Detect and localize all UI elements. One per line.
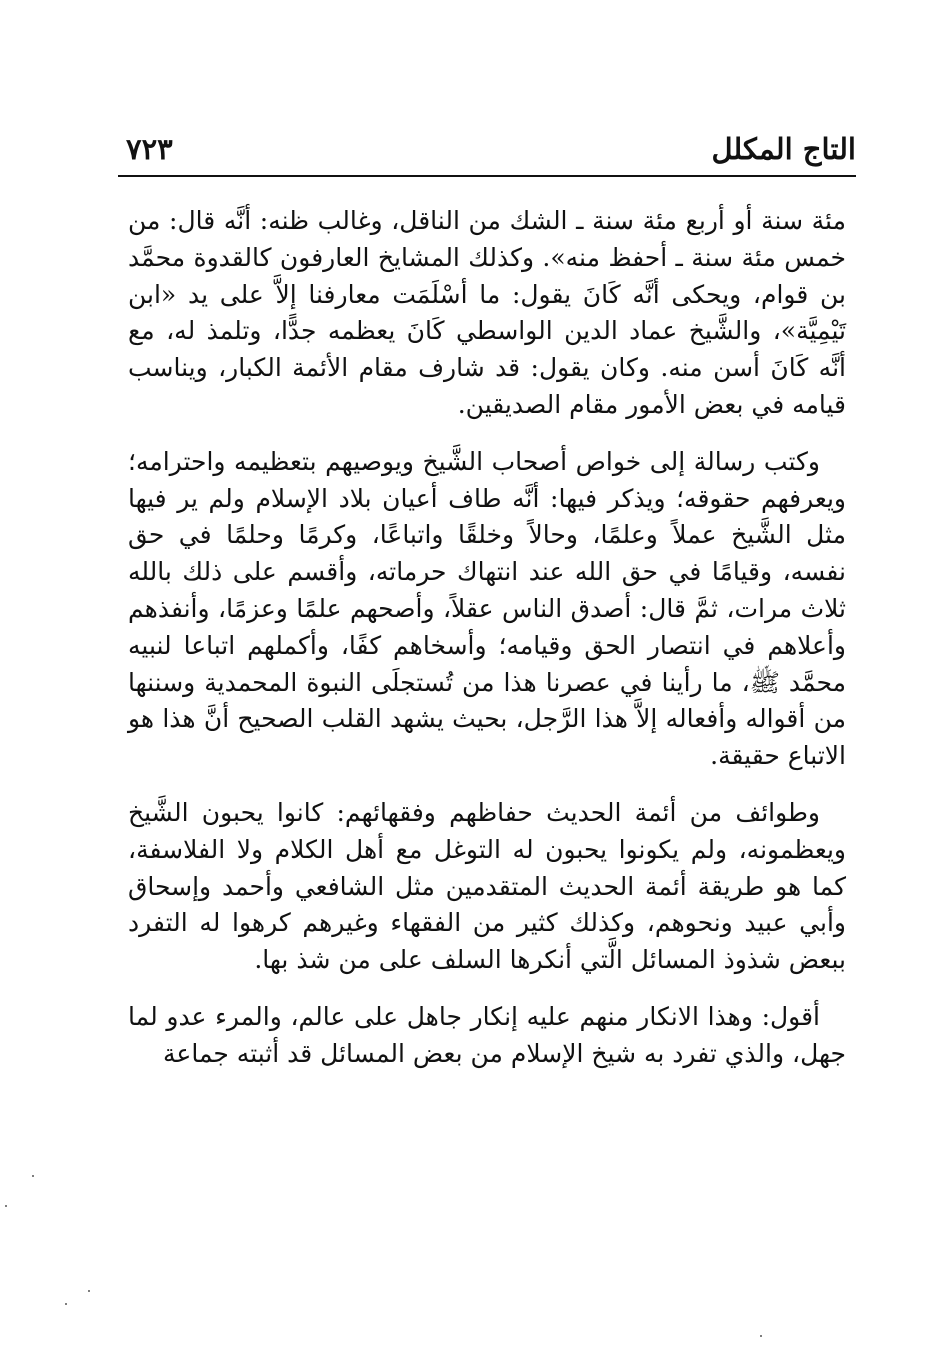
scan-speck [5, 1205, 7, 1207]
page-number: ٧٢٣ [126, 132, 173, 166]
scan-speck [760, 1335, 762, 1337]
scan-speck [88, 1290, 90, 1292]
paragraph-1: مئة سنة أو أربع مئة سنة ـ الشك من الناقل، وغالب ظنه: أنَّه قال: من خمس مئة سنة ـ أحفظ منه». وكذلك المشايخ العارفون كالقدوة محمَّد بن قوام، ويحكى أنَّه كَانَ يقول: ما أسْلَمَت معارفنا إلاَّ على يد «ابن تَيْمِيَّة»، والشَّيخ عماد الدين الواسطي كَانَ يعظمه جدًّا، وتلمذ له، مع أنَّه كَانَ أسن منه. وكان يقول: قد شارف مقام الأئمة الكبار، ويناسب قيامه في بعض الأمور مقام الصديقين. [128, 206, 846, 419]
book-title: التاج المكلل [711, 132, 856, 166]
paragraph-2: وكتب رسالة إلى خواص أصحاب الشَّيخ ويوصيهم بتعظيمه واحترامه؛ ويعرفهم حقوقه؛ ويذكر فيها: أنَّه طاف أعيان بلاد الإسلام ولم ير فيها مثل الشَّيخ عملاً وعلمًا، وحالاً وخلقًا واتباعًا، وكرمًا وحلمًا في حق نفسه، وقيامًا في حق الله عند انتهاك حرماته، وأقسم على ذلك بالله ثلاث مرات، ثمَّ قال: أصدق الناس عقلاً، وأصحهم علمًا وعزمًا، وأنفذهم وأعلاهم في انتصار الحق وقيامه؛ وأسخاهم كفًا، وأكملهم اتباعا لنبيه محمَّد ﷺ، ما رأينا في عصرنا هذا من تُستجلَى النبوة المحمدية وسننها من أقواله وأفعاله إلاَّ هذا الرَّجل، بحيث يشهد القلب الصحيح أنَّ هذا هو الاتباع حقيقة. [128, 446, 846, 771]
running-header [118, 128, 856, 174]
paragraph-4: أقول: وهذا الانكار منهم عليه إنكار جاهل على عالم، والمرء عدو لما جهل، والذي تفرد به شيخ الإسلام من بعض المسائل قد أثبته جماعة [128, 1001, 846, 1068]
scan-speck [65, 1303, 67, 1305]
paragraph-3: وطوائف من أئمة الحديث حفاظهم وفقهائهم: كانوا يحبون الشَّيخ ويعظمونه، ولم يكونوا يحبون له التوغل مع أهل الكلام ولا الفلاسفة، كما هو طريقة أئمة الحديث المتقدمين مثل الشافعي وأحمد وإسحاق وأبي عبيد ونحوهم، وكذلك كثير من الفقهاء وغيرهم كرهوا له التفرد ببعض شذوذ المسائل الَّتي أنكرها السلف على من شذ بها. [128, 797, 846, 975]
body-text [128, 203, 846, 1073]
header-rule [118, 175, 856, 177]
scan-speck [32, 1175, 34, 1177]
